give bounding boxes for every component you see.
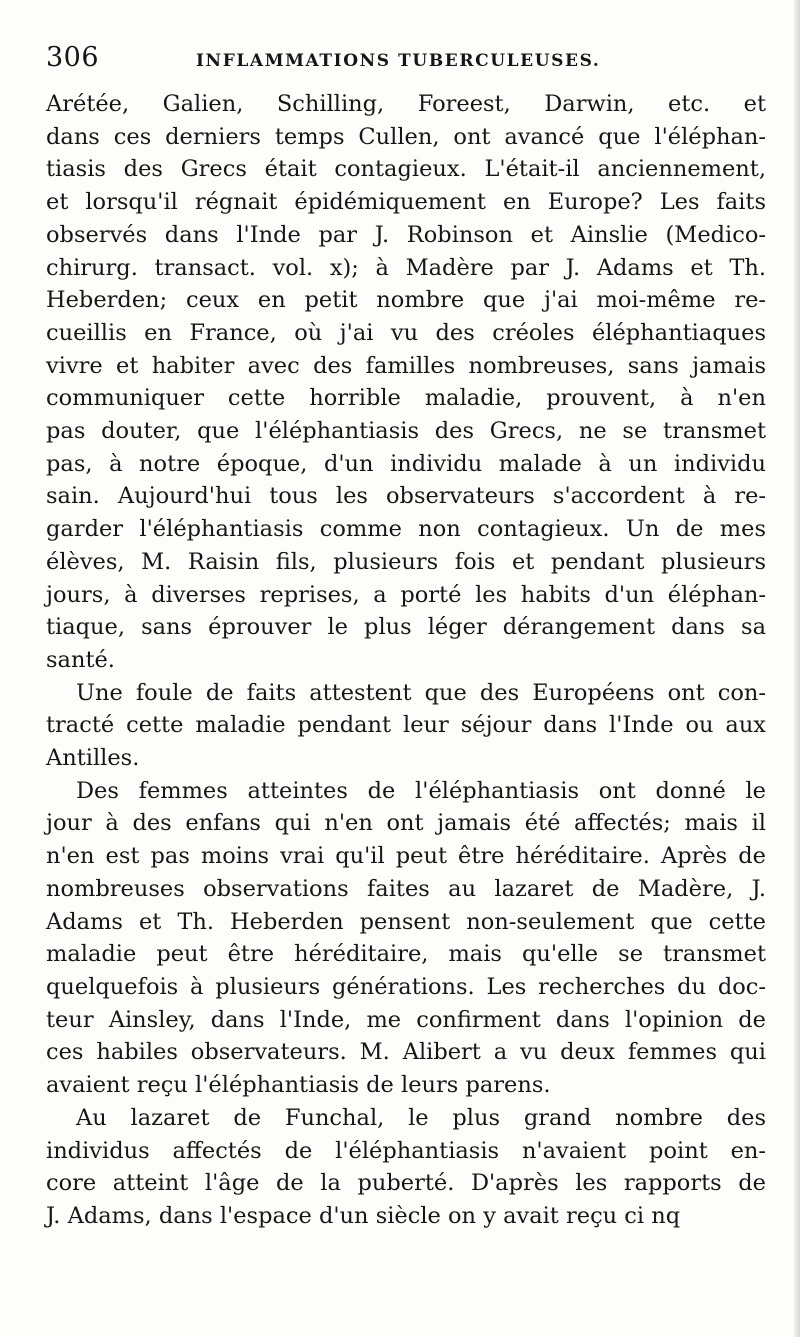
text-line: quelquefois à plusieurs générations. Les recherches du doc- — [46, 973, 766, 1000]
body-text — [46, 88, 766, 1233]
text-line: pas douter, que l'éléphantiasis des Grecs, ne se transmet — [46, 418, 766, 445]
text-line: et lorsqu'il régnait épidémiquement en Europe? Les faits — [46, 189, 766, 216]
text-line: dans ces derniers temps Cullen, ont avancé que l'éléphan- — [46, 123, 766, 150]
text-line: Arétée, Galien, Schilling, Foreest, Darwin, etc. et — [46, 91, 766, 117]
page-edge — [794, 0, 800, 1337]
text-line: Antilles. — [46, 745, 140, 772]
text-line: élèves, M. Raisin fils, plusieurs fois et pendant plusieurs — [46, 548, 766, 575]
text-line: tracté cette maladie pendant leur séjour dans l'Inde ou aux — [46, 712, 766, 739]
paragraph — [46, 1102, 766, 1233]
text-line: sain. Aujourd'hui tous les observateurs s'accordent à re- — [46, 483, 766, 510]
text-line: teur Ainsley, dans l'Inde, me confirment dans l'opinion de — [46, 1006, 766, 1033]
text-line: core atteint l'âge de la puberté. D'après les rapports de — [46, 1170, 766, 1197]
paragraph — [46, 775, 766, 1102]
text-line: Adams et Th. Heberden pensent non-seulement que cette — [46, 908, 766, 935]
text-line: vivre et habiter avec des familles nombreuses, sans jamais — [46, 352, 766, 379]
text-line: tiaque, sans éprouver le plus léger dérangement dans sa — [46, 614, 766, 641]
text-line: tiasis des Grecs était contagieux. L'était-il anciennement, — [46, 156, 766, 183]
text-line: n'en est pas moins vrai qu'il peut être héréditaire. Après de — [46, 843, 766, 870]
text-line: Heberden; ceux en petit nombre que j'ai moi-même re- — [46, 287, 766, 314]
text-line: Des femmes atteintes de l'éléphantiasis ont donné le — [76, 777, 766, 804]
text-line: ces habiles observateurs. M. Alibert a vu deux femmes qui — [46, 1039, 766, 1066]
text-line: Une foule de faits attestent que des Européens ont con- — [76, 679, 766, 706]
text-line: nombreuses observations faites au lazaret de Madère, J. — [46, 875, 766, 902]
text-line: chirurg. transact. vol. x); à Madère par J. Adams et Th. — [46, 254, 766, 281]
text-line: Au lazaret de Funchal, le plus grand nombre des — [76, 1104, 766, 1131]
running-title: INFLAMMATIONS TUBERCULEUSES. — [196, 51, 601, 71]
page-header — [46, 42, 766, 88]
text-line: avaient reçu l'éléphantiasis de leurs parens. — [46, 1072, 551, 1099]
text-line: cueillis en France, où j'ai vu des créoles éléphantiaques — [46, 319, 766, 346]
paragraph — [46, 677, 766, 775]
paragraph — [46, 88, 766, 677]
text-line: maladie peut être héréditaire, mais qu'elle se transmet — [46, 941, 766, 968]
text-line: observés dans l'Inde par J. Robinson et Ainslie (Medico- — [46, 221, 766, 248]
text-line: pas, à notre époque, d'un individu malade à un individu — [46, 450, 766, 477]
text-line: communiquer cette horrible maladie, prouvent, à n'en — [46, 385, 766, 412]
text-line: individus affectés de l'éléphantiasis n'avaient point en- — [46, 1137, 766, 1164]
text-line: santé. — [46, 646, 115, 673]
text-line: garder l'éléphantiasis comme non contagieux. Un de mes — [46, 516, 766, 543]
text-line: jour à des enfans qui n'en ont jamais été affectés; mais il — [46, 810, 766, 837]
text-line: J. Adams, dans l'espace d'un siècle on y avait reçu ci nq — [46, 1202, 681, 1229]
page-number: 306 — [46, 42, 100, 73]
text-line: jours, à diverses reprises, a porté les habits d'un éléphan- — [46, 581, 766, 608]
